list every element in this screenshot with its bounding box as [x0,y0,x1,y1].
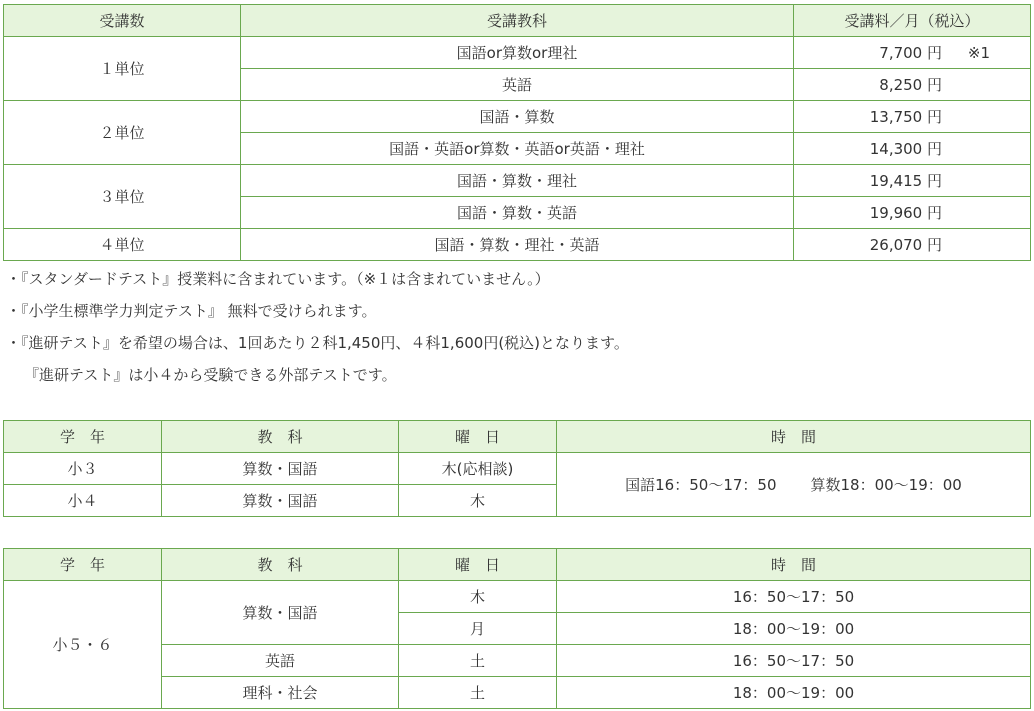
subject-cell: 英語 [162,645,399,677]
grade-cell: 小３ [4,453,162,485]
day-cell: 土 [399,677,557,709]
time-cell: 18：00〜19：00 [557,613,1031,645]
subject-cell: 算数・国語 [162,453,399,485]
table-row [4,453,1031,485]
subjects-cell: 国語・英語or算数・英語or英語・理社 [241,133,794,165]
subjects-cell: 国語or算数or理社 [241,37,794,69]
time-cell: 16：50〜17：50 [557,581,1031,613]
header-time: 時 間 [557,421,1031,453]
note-mark: ※1 [967,43,990,62]
price-cell [794,37,1031,69]
fee-table [3,4,1031,261]
schedule-header [4,549,1031,581]
header-grade: 学 年 [4,421,162,453]
units-cell: ４単位 [4,229,241,261]
time-cell: 16：50〜17：50 [557,645,1031,677]
header-price: 受講料／月（税込） [794,5,1031,37]
header-subject: 教 科 [162,421,399,453]
table-row [4,229,1031,261]
note-item: ・『進研テスト』を希望の場合は、1回あたり２科1,450円、４科1,600円(税込)となります。 [6,334,629,352]
table-row [4,37,1031,69]
time-sansu: 算数18：00〜19：00 [810,476,962,494]
price-value: 7,700 円 [879,44,942,62]
header-time: 時 間 [557,549,1031,581]
note-item: ・『スタンダードテスト』授業料に含まれています。（※１は含まれていません。） [6,270,550,288]
header-day: 曜 日 [399,421,557,453]
day-cell: 木 [399,581,557,613]
schedule-table-lower [3,420,1031,517]
header-day: 曜 日 [399,549,557,581]
grade-cell: 小４ [4,485,162,517]
header-subjects: 受講教科 [241,5,794,37]
day-cell: 木 [399,485,557,517]
day-cell: 月 [399,613,557,645]
units-cell: ２単位 [4,101,241,165]
day-cell: 土 [399,645,557,677]
subject-cell: 算数・国語 [162,581,399,645]
price-cell: 19,415 円 [794,165,1031,197]
time-cell: 18：00〜19：00 [557,677,1031,709]
header-units: 受講数 [4,5,241,37]
note-item: 『進研テスト』は小４から受験できる外部テストです。 [24,366,397,384]
price-cell: 13,750 円 [794,101,1031,133]
table-row [4,165,1031,197]
units-cell: １単位 [4,37,241,101]
price-cell: 19,960 円 [794,197,1031,229]
table-row [4,101,1031,133]
units-cell: ３単位 [4,165,241,229]
subject-cell: 算数・国語 [162,485,399,517]
time-kokugo: 国語16：50〜17：50 [625,476,777,494]
header-grade: 学 年 [4,549,162,581]
subjects-cell: 国語・算数・英語 [241,197,794,229]
table-row [4,581,1031,613]
header-subject: 教 科 [162,549,399,581]
grade-cell: 小５・６ [4,581,162,709]
time-cell [557,453,1031,517]
subjects-cell: 国語・算数・理社・英語 [241,229,794,261]
day-cell: 木(応相談) [399,453,557,485]
note-item: ・『小学生標準学力判定テスト』 無料で受けられます。 [6,302,377,320]
subjects-cell: 国語・算数・理社 [241,165,794,197]
price-cell: 14,300 円 [794,133,1031,165]
price-cell: 26,070 円 [794,229,1031,261]
subjects-cell: 国語・算数 [241,101,794,133]
notes-list [6,263,629,391]
subjects-cell: 英語 [241,69,794,101]
fee-table-header [4,5,1031,37]
schedule-header [4,421,1031,453]
subject-cell: 理科・社会 [162,677,399,709]
price-cell: 8,250 円 [794,69,1031,101]
schedule-table-upper [3,548,1031,709]
